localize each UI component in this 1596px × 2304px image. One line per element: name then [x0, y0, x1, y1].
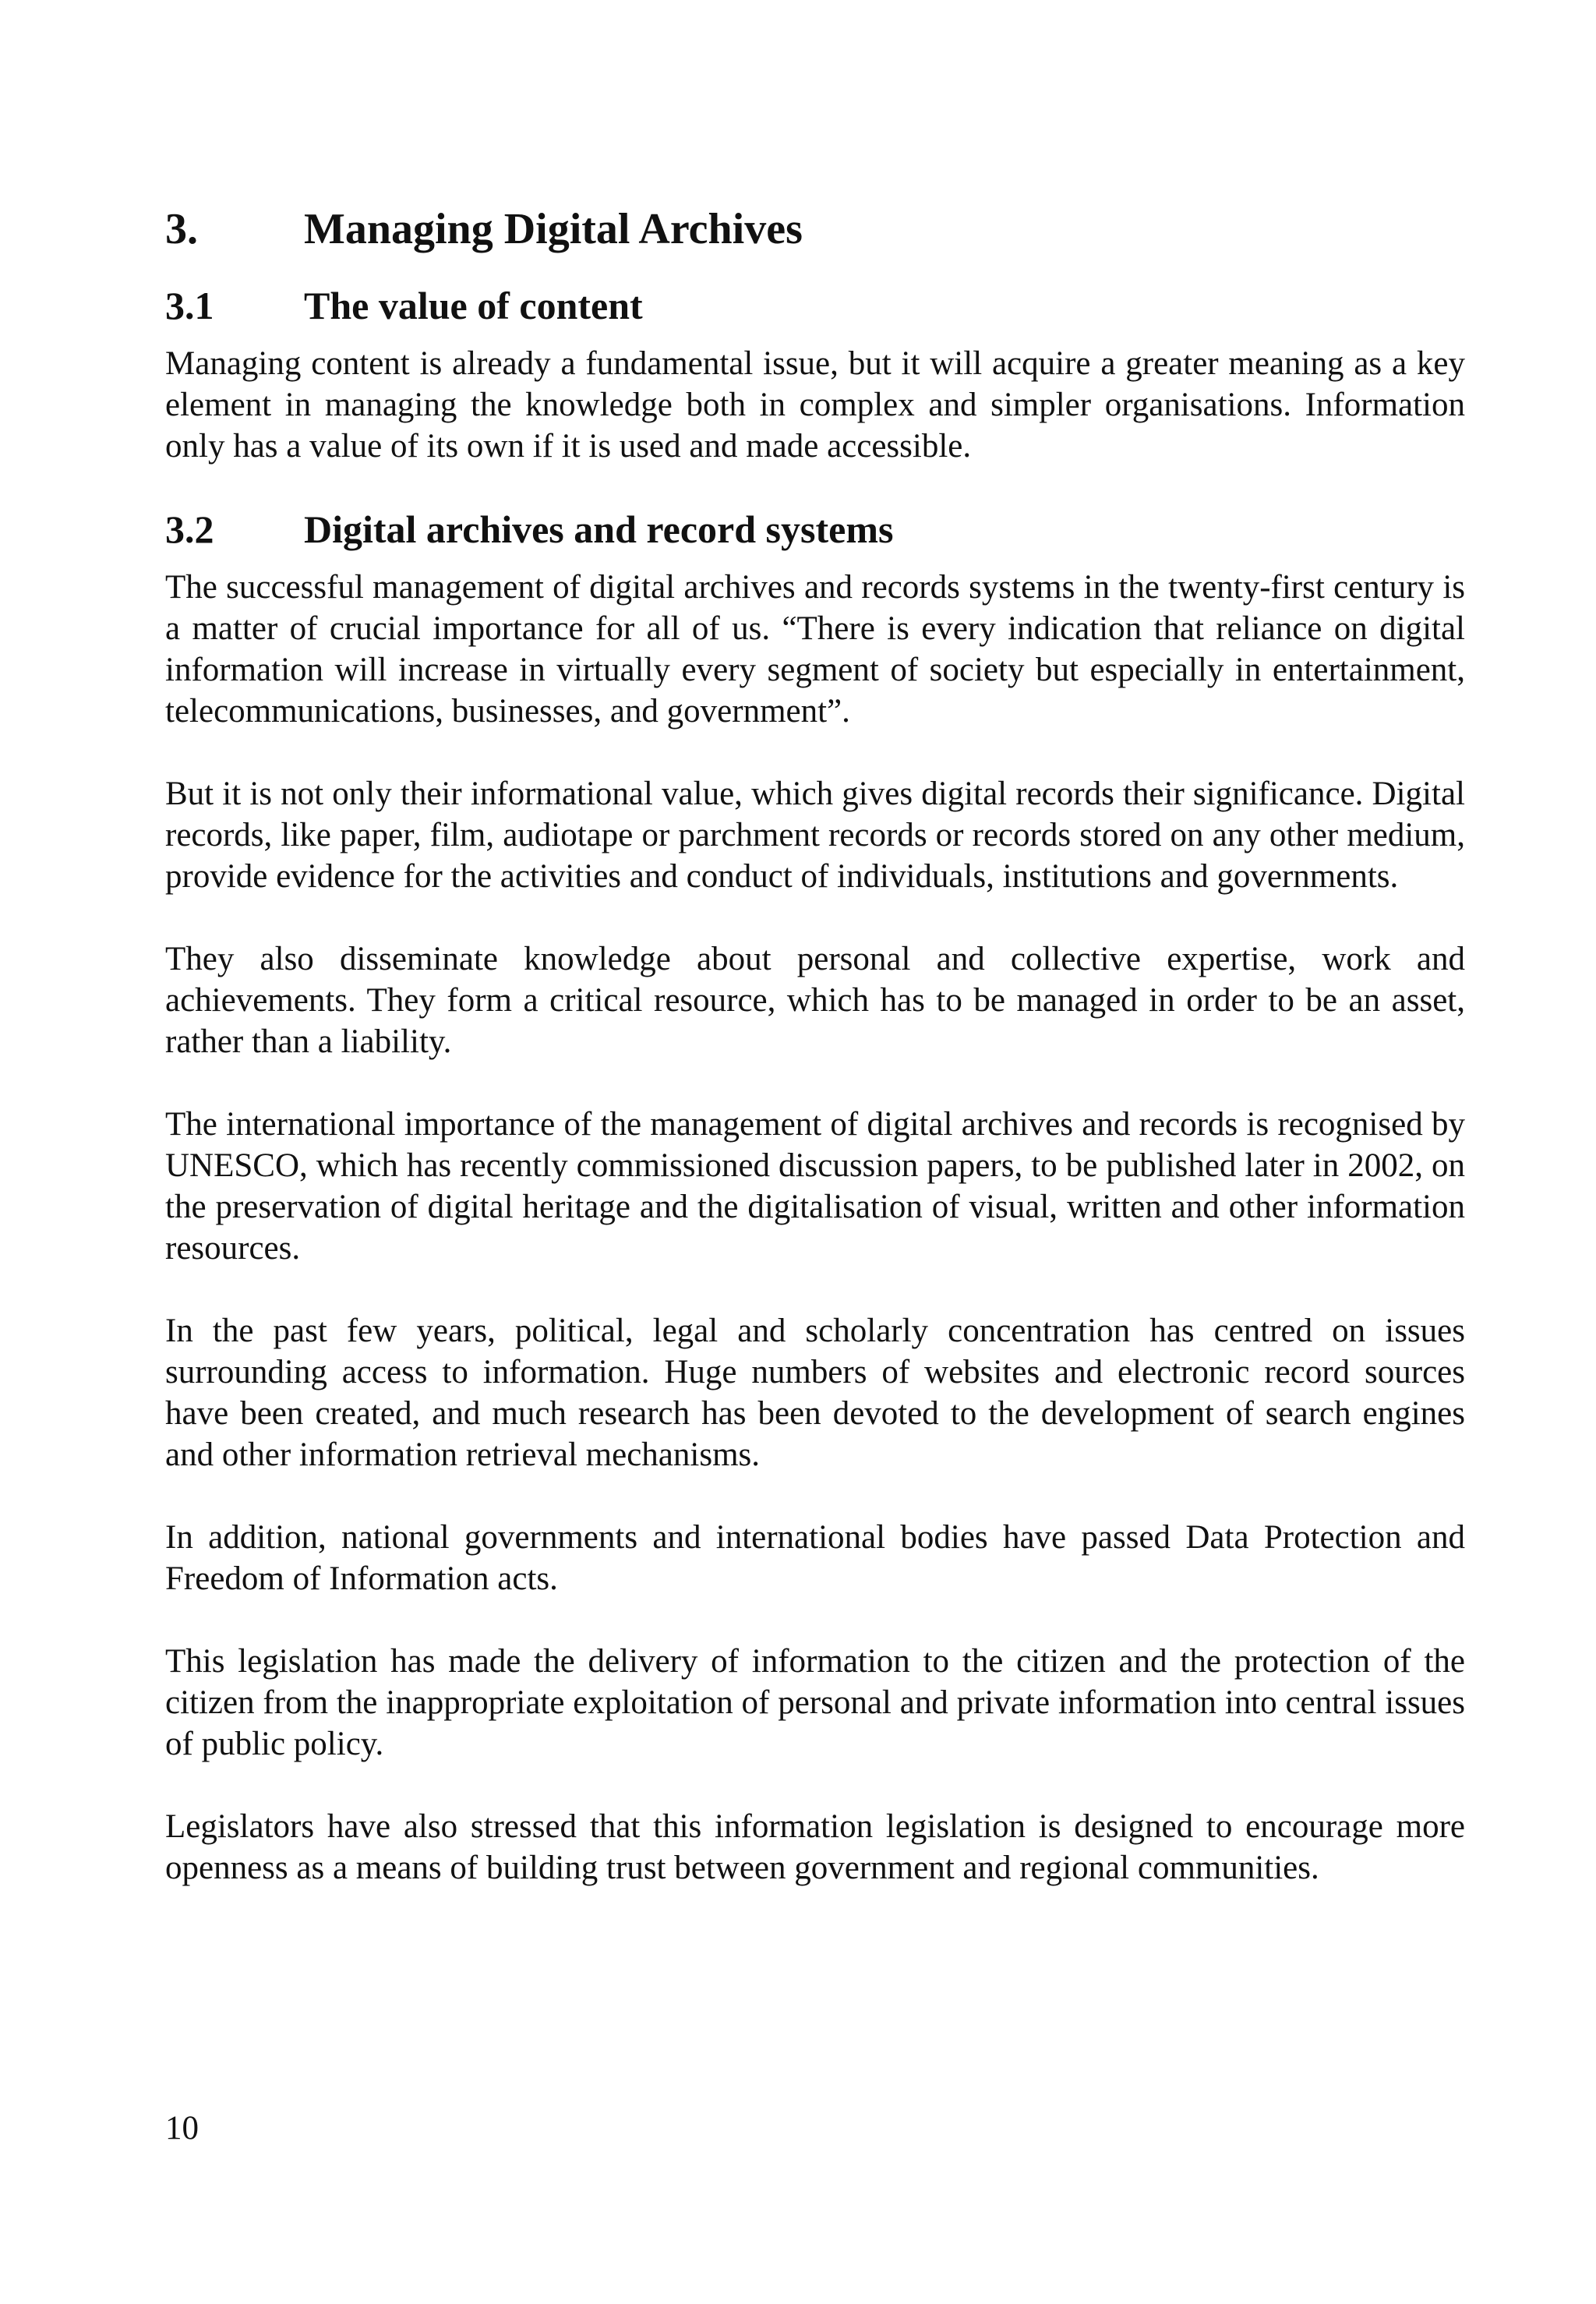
paragraph: The successful management of digital archives and records systems in the twenty-first century is a matter of crucial importance for all of us. “There is every indication that reliance on digital information will increase in virtually every segment of society but especially in entertainment, telecommunications, businesses, and government”.: [165, 569, 1465, 730]
paragraph: This legislation has made the delivery of information to the citizen and the protection of the citizen from the inappropriate exploitation of personal and private information into central issues of public policy.: [165, 1643, 1465, 1762]
paragraph: In addition, national governments and international bodies have passed Data Protection and Freedom of Information acts.: [165, 1519, 1465, 1597]
paragraph: In the past few years, political, legal and scholarly concentration has centred on issues surrounding access to information. Huge numbers of websites and electronic record sources have been created, and much research has been devoted to the development of search engines and other information retrieval mechanisms.: [165, 1313, 1465, 1473]
paragraph: But it is not only their informational value, which gives digital records their significance. Digital records, like paper, film, audiotape or parchment records or records stored on any other medium, provide evidence for the activities and conduct of individuals, institutions and governments.: [165, 776, 1465, 895]
section-heading-3-1: [165, 279, 1465, 332]
paragraph: The international importance of the management of digital archives and records is recognised by UNESCO, which has recently commissioned discussion papers, to be published later in 2002, on the preservation of digital heritage and the digitalisation of visual, written and other information resources.: [165, 1106, 1465, 1267]
page-number: 10: [165, 2110, 199, 2147]
paragraph: Managing content is already a fundamental issue, but it will acquire a greater meaning as a key element in managing the knowledge both in complex and simpler organisations. Information only has a value of its own if it is used and made accessible.: [165, 345, 1465, 465]
section-heading-3-2: [165, 503, 1465, 556]
page-content: [165, 200, 1465, 1889]
chapter-number: 3.: [165, 205, 198, 253]
paragraph: Legislators have also stressed that this information legislation is designed to encourage more openness as a means of building trust between government and regional communities.: [165, 1808, 1465, 1886]
section-title: The value of content: [304, 284, 643, 327]
paragraph: They also disseminate knowledge about personal and collective expertise, work and achievements. They form a critical resource, which has to be managed in order to be an asset, rather than a liability.: [165, 941, 1465, 1060]
section-title: Digital archives and record systems: [304, 507, 894, 551]
chapter-title: Managing Digital Archives: [304, 205, 803, 253]
section-number: 3.1: [165, 284, 214, 327]
section-number: 3.2: [165, 507, 214, 551]
chapter-heading: [165, 200, 1465, 259]
